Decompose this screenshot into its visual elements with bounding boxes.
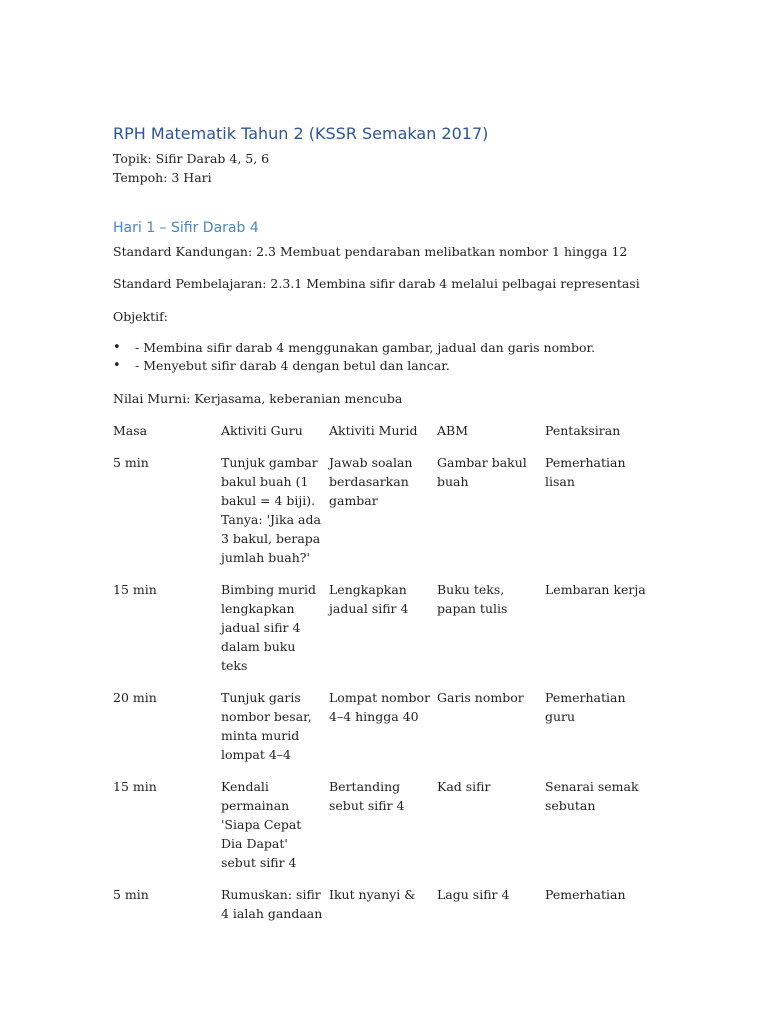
- header-aktiviti-murid: Aktiviti Murid: [329, 423, 418, 438]
- values-line: Nilai Murni: Kerjasama, keberanian mencuba: [113, 391, 403, 406]
- cell-aktiviti-guru: Tunjuk garis nombor besar, minta murid lompat 4–4: [221, 690, 312, 762]
- bullet-icon: •: [113, 340, 121, 355]
- cell-abm: Buku teks, papan tulis: [437, 582, 508, 616]
- list-item: [113, 357, 595, 375]
- table-header-row: [113, 421, 658, 453]
- learning-standard: Standard Pembelajaran: 2.3.1 Membina sifir darab 4 melalui pelbagai representasi: [113, 276, 640, 291]
- header-abm: ABM: [437, 423, 469, 438]
- page-title: RPH Matematik Tahun 2 (KSSR Semakan 2017): [113, 124, 489, 143]
- cell-masa: 15 min: [113, 779, 157, 794]
- table-row: [113, 777, 658, 885]
- bullet-icon: •: [113, 358, 121, 373]
- header-aktiviti-guru: Aktiviti Guru: [221, 423, 303, 438]
- cell-masa: 5 min: [113, 455, 149, 470]
- table-row: [113, 580, 658, 688]
- cell-aktiviti-guru: Bimbing murid lengkapkan jadual sifir 4 dalam buku teks: [221, 582, 316, 673]
- table-row: [113, 453, 658, 580]
- objective-text: - Menyebut sifir darab 4 dengan betul dan lancar.: [135, 358, 450, 373]
- cell-aktiviti-guru: Tunjuk gambar bakul buah (1 bakul = 4 biji). Tanya: 'Jika ada 3 bakul, berapa jumlah buah?': [221, 455, 321, 565]
- cell-aktiviti-guru: Kendali permainan 'Siapa Cepat Dia Dapat' sebut sifir 4: [221, 779, 302, 870]
- cell-abm: Garis nombor: [437, 690, 524, 705]
- duration-line: Tempoh: 3 Hari: [113, 170, 212, 185]
- objective-text: - Membina sifir darab 4 menggunakan gambar, jadual dan garis nombor.: [135, 340, 596, 355]
- cell-pentaksiran: Senarai semak sebutan: [545, 779, 639, 813]
- cell-masa: 5 min: [113, 887, 149, 902]
- header-pentaksiran: Pentaksiran: [545, 423, 621, 438]
- cell-aktiviti-murid: Lengkapkan jadual sifir 4: [329, 582, 409, 616]
- table-row: [113, 885, 658, 936]
- header-masa: Masa: [113, 423, 148, 438]
- cell-aktiviti-murid: Lompat nombor 4–4 hingga 40: [329, 690, 431, 724]
- day1-heading: Hari 1 – Sifir Darab 4: [113, 220, 259, 236]
- cell-abm: Kad sifir: [437, 779, 491, 794]
- cell-masa: 20 min: [113, 690, 157, 705]
- cell-masa: 15 min: [113, 582, 157, 597]
- table-row: [113, 688, 658, 777]
- list-item: [113, 339, 595, 357]
- cell-pentaksiran: Pemerhatian: [545, 887, 626, 902]
- cell-abm: Lagu sifir 4: [437, 887, 510, 902]
- cell-aktiviti-guru: Rumuskan: sifir 4 ialah gandaan: [221, 887, 323, 921]
- cell-pentaksiran: Pemerhatian lisan: [545, 455, 626, 489]
- cell-aktiviti-murid: Jawab soalan berdasarkan gambar: [329, 455, 413, 508]
- cell-aktiviti-murid: Ikut nyanyi &: [329, 887, 416, 902]
- cell-pentaksiran: Lembaran kerja: [545, 582, 646, 597]
- objective-list: [113, 339, 595, 375]
- topic-line: Topik: Sifir Darab 4, 5, 6: [113, 151, 270, 166]
- cell-aktiviti-murid: Bertanding sebut sifir 4: [329, 779, 405, 813]
- lesson-table: [113, 421, 658, 936]
- objective-label: Objektif:: [113, 309, 168, 324]
- content-standard: Standard Kandungan: 2.3 Membuat pendaraban melibatkan nombor 1 hingga 12: [113, 244, 628, 259]
- cell-abm: Gambar bakul buah: [437, 455, 527, 489]
- cell-pentaksiran: Pemerhatian guru: [545, 690, 626, 724]
